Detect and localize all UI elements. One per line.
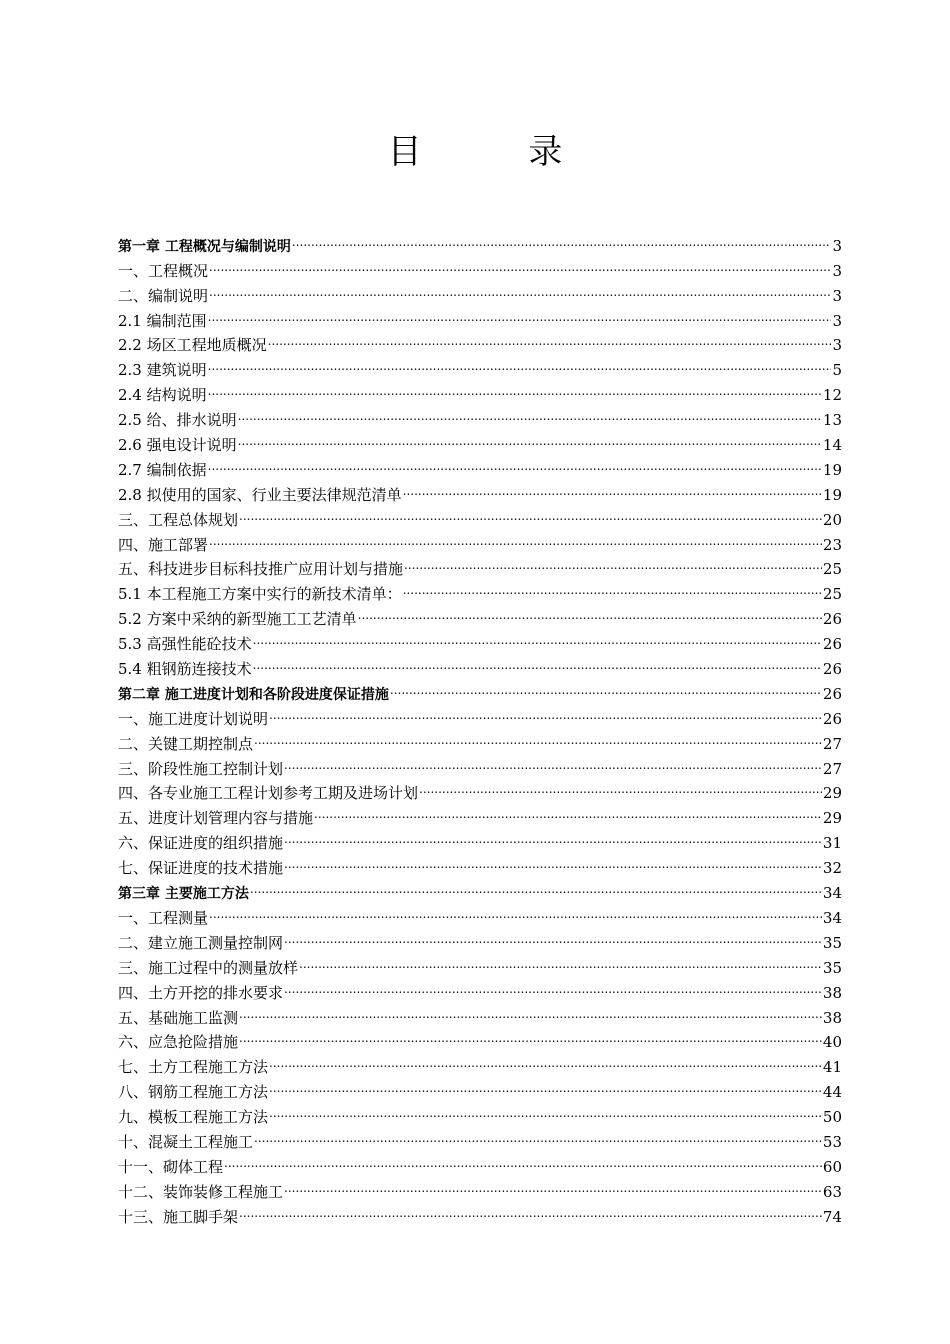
toc-entry-label: 2.5 给、排水说明 (118, 411, 237, 430)
toc-entry-label: 第三章 主要施工方法 (118, 886, 249, 903)
dot-leader (284, 923, 822, 948)
toc-entry[interactable] (118, 450, 842, 479)
toc-entry[interactable] (118, 350, 842, 380)
toc-entry[interactable] (118, 400, 842, 430)
toc-entry-label: 四、施工部署 (118, 535, 209, 554)
toc-page-number: 12 (822, 386, 842, 405)
dot-leader (250, 873, 822, 898)
toc-page-number: 3 (832, 286, 842, 305)
dot-leader (284, 848, 822, 873)
dot-leader (404, 550, 822, 575)
dot-leader (209, 276, 831, 301)
dot-leader (239, 998, 822, 1023)
toc-page-number: 31 (822, 834, 842, 853)
toc-page-number: 53 (822, 1132, 842, 1151)
toc-page-number: 74 (822, 1207, 842, 1226)
toc-page-number: 20 (822, 510, 842, 529)
toc-entry-label: 四、土方开挖的排水要求 (118, 983, 284, 1002)
toc-entry-label: 五、进度计划管理内容与措施 (118, 809, 314, 828)
dot-leader (403, 574, 822, 599)
toc-entry-label: 六、保证进度的组织措施 (118, 834, 284, 853)
toc-page-number: 34 (822, 908, 842, 927)
dot-leader (239, 500, 822, 525)
dot-leader (284, 973, 822, 998)
toc-page-number: 3 (832, 311, 842, 330)
dot-leader (284, 749, 822, 774)
dot-leader (209, 251, 831, 276)
dot-leader (253, 649, 822, 674)
toc-entry-label: 七、保证进度的技术措施 (118, 859, 284, 878)
toc-entry[interactable] (118, 326, 842, 355)
dot-leader (269, 1072, 822, 1097)
dot-leader (390, 674, 822, 699)
toc-entry-label: 2.8 拟使用的国家、行业主要法律规范清单 (118, 485, 402, 504)
dot-leader (254, 724, 822, 749)
toc-entry[interactable] (118, 550, 842, 579)
toc-entry-label: 九、模板工程施工方法 (118, 1108, 269, 1127)
toc-entry-label: 第一章 工程概况与编制说明 (118, 238, 291, 255)
toc-entry-label: 十三、施工脚手架 (118, 1207, 239, 1226)
toc-page-number: 34 (822, 884, 842, 903)
toc-page-number: 14 (822, 436, 842, 455)
dot-leader (314, 798, 822, 823)
toc-page-number: 26 (822, 635, 842, 654)
toc-page-number: 26 (822, 684, 842, 703)
dot-leader (269, 1097, 822, 1122)
toc-page-number: 32 (822, 859, 842, 878)
toc-page-number: 26 (822, 709, 842, 728)
toc-entry[interactable] (118, 923, 842, 952)
toc-entry-label: 一、施工进度计划说明 (118, 709, 269, 728)
toc-entry[interactable] (118, 1172, 842, 1201)
dot-leader (208, 375, 822, 400)
toc-entry[interactable] (118, 375, 842, 405)
dot-leader (208, 350, 832, 375)
toc-entry-label: 五、科技进步目标科技推广应用计划与措施 (118, 560, 404, 579)
toc-entry-label: 三、工程总体规划 (118, 510, 239, 529)
dot-leader (358, 599, 822, 624)
toc-page-number: 40 (822, 1033, 842, 1052)
toc-entry-label: 2.3 建筑说明 (118, 361, 207, 380)
toc-entry-label: 5.1 本工程施工方案中实行的新技术清单： (118, 585, 402, 604)
dot-leader (253, 624, 822, 649)
toc-page-number: 3 (832, 336, 842, 355)
toc-page-number: 44 (822, 1083, 842, 1102)
dot-leader (238, 400, 822, 425)
dot-leader (208, 301, 832, 326)
toc-entry-label: 一、工程概况 (118, 261, 209, 280)
dot-leader (239, 1023, 822, 1048)
toc-page-number: 23 (822, 535, 842, 554)
toc-entry[interactable] (118, 301, 842, 330)
toc-page-number: 27 (822, 759, 842, 778)
toc-page-number: 29 (822, 809, 842, 828)
toc-page-number: 35 (822, 933, 842, 952)
toc-page-number: 60 (822, 1157, 842, 1176)
dot-leader (403, 475, 822, 500)
toc-page-number: 25 (822, 560, 842, 579)
toc-entry-label: 三、阶段性施工控制计划 (118, 759, 284, 778)
table-of-contents (118, 226, 842, 1226)
toc-entry-label: 5.2 方案中采纳的新型施工工艺清单 (118, 610, 357, 629)
toc-page-number: 38 (822, 983, 842, 1002)
toc-entry-label: 十二、装饰装修工程施工 (118, 1182, 284, 1201)
toc-entry-label: 2.4 结构说明 (118, 386, 207, 405)
toc-page-number: 50 (822, 1108, 842, 1127)
toc-page-number: 25 (822, 585, 842, 604)
dot-leader (209, 898, 822, 923)
toc-page-number: 38 (822, 1008, 842, 1027)
toc-chapter-entry[interactable] (118, 226, 842, 255)
dot-leader (284, 1172, 822, 1197)
page-title: 目 录 (387, 132, 611, 172)
toc-entry[interactable] (118, 475, 842, 504)
toc-page-number: 3 (832, 261, 842, 280)
toc-entry-label: 2.7 编制依据 (118, 460, 207, 479)
dot-leader (224, 1147, 822, 1172)
dot-leader (209, 525, 822, 550)
dot-leader (254, 1122, 822, 1147)
dot-leader (292, 226, 832, 251)
toc-entry-label: 2.1 编制范围 (118, 311, 207, 330)
toc-page-number: 3 (832, 236, 842, 255)
toc-entry-label: 2.2 场区工程地质概况 (118, 336, 267, 355)
toc-entry[interactable] (118, 525, 842, 554)
toc-page-number: 26 (822, 660, 842, 679)
toc-entry[interactable] (118, 898, 842, 927)
toc-entry[interactable] (118, 251, 842, 280)
toc-page-number: 27 (822, 734, 842, 753)
toc-entry-label: 五、基础施工监测 (118, 1008, 239, 1027)
dot-leader (238, 425, 822, 450)
toc-entry-label: 2.6 强电设计说明 (118, 436, 237, 455)
toc-entry[interactable] (118, 1147, 842, 1176)
toc-page-number: 5 (832, 361, 842, 380)
dot-leader (419, 774, 822, 799)
dot-leader (269, 1047, 822, 1072)
toc-entry-label: 第二章 施工进度计划和各阶段进度保证措施 (118, 686, 389, 703)
dot-leader (239, 1197, 822, 1222)
toc-entry-label: 一、工程测量 (118, 908, 209, 927)
toc-entry-label: 七、土方工程施工方法 (118, 1058, 269, 1077)
toc-entry-label: 二、建立施工测量控制网 (118, 933, 284, 952)
toc-page-number: 63 (822, 1182, 842, 1201)
toc-page-number: 41 (822, 1058, 842, 1077)
toc-entry-label: 十一、砌体工程 (118, 1157, 224, 1176)
toc-entry-label: 十、混凝土工程施工 (118, 1132, 254, 1151)
toc-entry-label: 二、编制说明 (118, 286, 209, 305)
toc-entry-label: 三、施工过程中的测量放样 (118, 958, 299, 977)
dot-leader (299, 948, 822, 973)
toc-entry-label: 5.4 粗钢筋连接技术 (118, 660, 252, 679)
dot-leader (208, 450, 822, 475)
dot-leader (269, 699, 822, 724)
toc-page-number: 35 (822, 958, 842, 977)
toc-page-number: 19 (822, 460, 842, 479)
toc-entry-label: 5.3 高强性能砼技术 (118, 635, 252, 654)
dot-leader (284, 823, 822, 848)
toc-entry-label: 四、各专业施工工程计划参考工期及进场计划 (118, 784, 419, 803)
toc-entry-label: 二、关键工期控制点 (118, 734, 254, 753)
toc-page-number: 29 (822, 784, 842, 803)
toc-page-number: 19 (822, 485, 842, 504)
dot-leader (268, 326, 832, 351)
toc-entry[interactable] (118, 276, 842, 305)
toc-entry-label: 六、应急抢险措施 (118, 1033, 239, 1052)
toc-page-number: 13 (822, 411, 842, 430)
toc-entry-label: 八、钢筋工程施工方法 (118, 1083, 269, 1102)
toc-page-number: 26 (822, 610, 842, 629)
